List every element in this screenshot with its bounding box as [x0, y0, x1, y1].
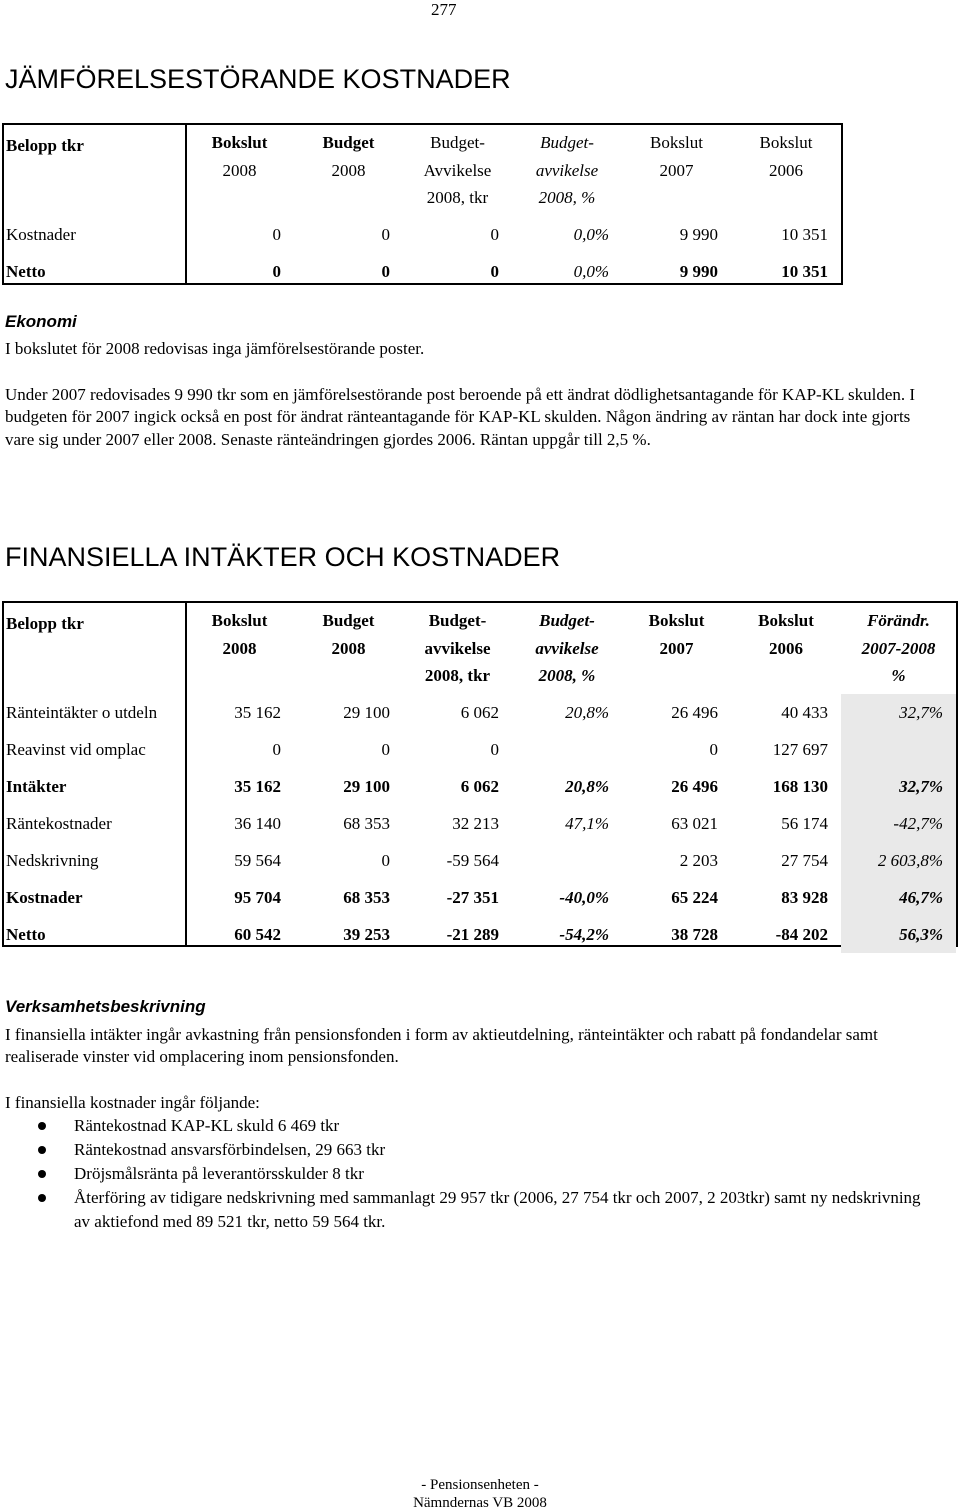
- list-item: Dröjsmålsränta på leverantörsskulder 8 tkr: [5, 1162, 935, 1186]
- table-row: Netto 60 542 39 253 -21 289 -54,2% 38 728 -84 202 56,3%: [2, 916, 956, 953]
- table-jamforelsestorande: [2, 125, 841, 290]
- header-bokslut-2006: Bokslut 2006: [758, 611, 814, 658]
- list-item: Räntekostnad ansvarsförbindelsen, 29 663 tkr: [5, 1138, 935, 1162]
- table-row: Kostnader 0 0 0 0,0% 9 990 10 351: [6, 224, 828, 244]
- header-bokslut-2007: Bokslut 2007: [648, 611, 705, 658]
- bullet-icon: [38, 1194, 46, 1202]
- header-bokslut-2008: Bokslut 2008: [211, 611, 268, 658]
- table-finansiella: [2, 603, 956, 953]
- footer-line-2: Nämndernas VB 2008: [413, 1495, 547, 1511]
- bullet-icon: [38, 1146, 46, 1154]
- header-belopp: Belopp tkr: [6, 614, 84, 633]
- page-number: 277: [431, 0, 457, 19]
- section-title-jamforelsestorande: JÄMFÖRELSESTÖRANDE KOSTNADER: [5, 64, 511, 94]
- header-budgetavvikelse-tkr: Budget- avvikelse 2008, tkr: [424, 611, 491, 685]
- header-budget-2008: Budget 2008: [322, 133, 375, 180]
- header-budget-2008: Budget 2008: [322, 611, 375, 658]
- table-row: Räntekostnader 36 140 68 353 32 213 47,1% 63 021 56 174 -42,7%: [2, 805, 956, 842]
- header-budgetavvikelse-tkr: Budget- Avvikelse 2008, tkr: [423, 133, 492, 207]
- table-row: Netto 0 0 0 0,0% 9 990 10 351: [6, 261, 828, 281]
- table-row: Reavinst vid omplac 0 0 0 0 127 697: [2, 731, 956, 768]
- header-budgetavvikelse-pct: Budget- avvikelse 2008, %: [535, 133, 599, 207]
- header-bokslut-2007: Bokslut 2007: [650, 133, 703, 180]
- footer: [0, 1476, 960, 1512]
- section-title-finansiella: FINANSIELLA INTÄKTER OCH KOSTNADER: [5, 542, 561, 572]
- header-belopp: Belopp tkr: [6, 136, 84, 155]
- footer-line-1: - Pensionsenheten -: [421, 1477, 539, 1493]
- bullet-icon: [38, 1170, 46, 1178]
- header-bokslut-2006: Bokslut 2006: [759, 133, 813, 180]
- subheading-verksamhetsbeskrivning: Verksamhetsbeskrivning: [5, 997, 206, 1016]
- table2-header: [2, 603, 956, 694]
- bullet-icon: [38, 1122, 46, 1130]
- list-finansiella-kostnader: [5, 1114, 935, 1234]
- table-row: Intäkter 35 162 29 100 6 062 20,8% 26 496 168 130 32,7%: [2, 768, 956, 805]
- subheading-ekonomi: Ekonomi: [5, 312, 77, 331]
- header-budgetavvikelse-pct: Budget- avvikelse 2008, %: [535, 611, 599, 685]
- paragraph-ekonomi-2: Under 2007 redovisades 9 990 tkr som en jämförelsestörande post beroende på ett ändrat dödlighetsantagande för KAP-KL skulden. I budgeten för 2007 ingick också en post för ändrat ränteantagande för KAP-KL skulden. Någon ändring av räntan har dock inte gjorts vare sig under 2007 eller 2008. Senaste ränteändringen gjordes 2006. Räntan uppgår till 2,5 %.: [5, 385, 916, 449]
- header-bokslut-2008: Bokslut 2008: [211, 133, 268, 180]
- table-row: Nedskrivning 59 564 0 -59 564 2 203 27 754 2 603,8%: [2, 842, 956, 879]
- table-row: Kostnader 95 704 68 353 -27 351 -40,0% 65 224 83 928 46,7%: [2, 879, 956, 916]
- list-item: Återföring av tidigare nedskrivning med sammanlagt 29 957 tkr (2006, 27 754 tkr och 2007, 2 203tkr) samt ny nedskrivning av aktiefond med 89 521 tkr, netto 59 564 tkr.: [5, 1186, 935, 1234]
- table1-header: [2, 125, 841, 216]
- paragraph-ekonomi-1: I bokslutet för 2008 redovisas inga jämförelsestörande poster.: [5, 339, 425, 358]
- table-row: Ränteintäkter o utdeln 35 162 29 100 6 062 20,8% 26 496 40 433 32,7%: [2, 694, 956, 731]
- list-item: Räntekostnad KAP-KL skuld 6 469 tkr: [5, 1114, 935, 1138]
- header-forandring: Förändr. 2007-2008 %: [861, 611, 936, 685]
- paragraph-finansiella-1: I finansiella intäkter ingår avkastning från pensionsfonden i form av aktieutdelning, ränteintäkter och rabatt på fondandelar samt realiserade vinster vid omplacering inom pensionsfonden.: [5, 1025, 878, 1067]
- paragraph-finansiella-2: I finansiella kostnader ingår följande:: [5, 1093, 260, 1112]
